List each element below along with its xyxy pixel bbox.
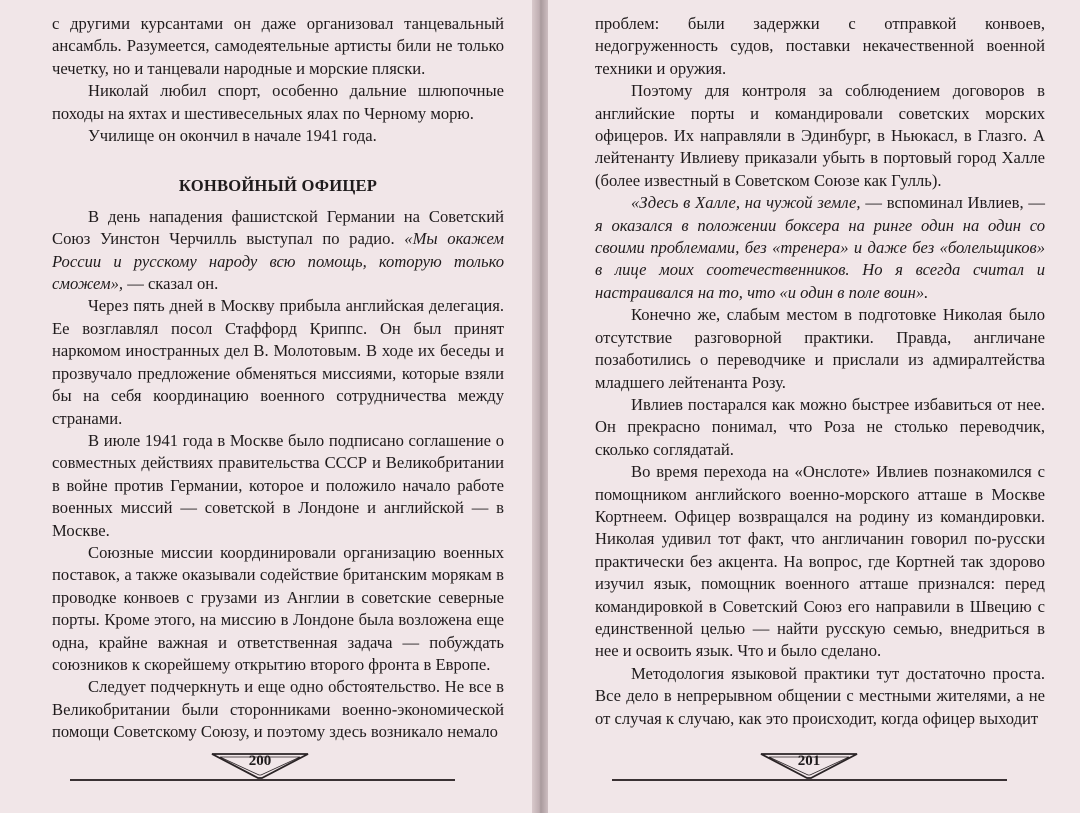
churchill-quote: «Мы окажем России и русскому народу всю помощь, которую только сможем», <box>52 229 504 294</box>
page-number-ornament <box>759 753 859 779</box>
paragraph <box>52 206 504 296</box>
right-page-text <box>595 13 1045 730</box>
paragraph: Методология языковой практики тут достаточно проста. Все дело в непрерывном общении с местными жителями, а не от случая к случаю, как это происходит, когда офицер выходит <box>595 663 1045 728</box>
quote-text: я оказался в положении боксера на ринге один на один со своими проблемами, без «тренера» и даже без «болельщиков» в лице моих соотечественников. Но я всегда считал и настраивался на то, что «и один в поле воин». <box>595 215 1045 302</box>
page-number-ornament <box>210 753 310 779</box>
paragraph: Союзные миссии координировали организацию военных поставок, а также оказывали содействие британским морякам в проводке конвоев с грузами из Англии в советские северные порты. Кроме этого, на миссию в Лондоне была возложена еще одна, крайне важная и ответственная задача — побуждать союзников к скорейшему открытию второго фронта в Европе. <box>52 542 504 674</box>
paragraph: Через пять дней в Москву прибыла английская делегация. Ее возглавлял посол Стаффорд Криппс. Он был принят наркомом иностранных дел В. Молотовым. В ходе их беседы и прозвучало предложение обменяться миссиями, которые взяли бы на себя координацию военного сотрудничества между странами. <box>52 296 504 428</box>
bottom-rule <box>612 779 1007 781</box>
paragraph: Николай любил спорт, особенно дальние шлюпочные походы на яхтах и шестивесельных ялах по Черному морю. <box>52 81 504 123</box>
quote-paragraph <box>595 192 1045 304</box>
paragraph-text: В день нападения фашистской Германии на Советский Союз Уинстон Черчилль выступал по радио. <box>52 206 504 249</box>
right-page <box>548 0 1080 813</box>
left-page <box>0 0 532 813</box>
paragraph: Училище он окончил в начале 1941 года. <box>88 126 377 146</box>
paragraph-text: — сказал он. <box>123 274 219 294</box>
left-page-text <box>52 13 504 744</box>
book-gutter <box>532 0 548 813</box>
quote-attribution: — вспоминал Ивлиев, — <box>860 193 1045 213</box>
paragraph: Во время перехода на «Онслоте» Ивлиев познакомился с помощником английского военно-морского атташе в Москве Кортнеем. Офицер возвращался на родину из командировки. Николая удивил тот факт, что англичанин говорил по-русски практически без акцента. На вопрос, где Кортней так здорово изучил язык, помощник военного атташе признался: перед командировкой в Советский Союз его направили в Швецию с единственной целью — найти русскую семью, внедриться в нее и освоить язык. Что и было сделано. <box>595 462 1045 661</box>
paragraph: с другими курсантами он даже организовал танцевальный ансамбль. Разумеется, самодеятельные артисты били не только чечетку, но и танцевали народные и морские пляски. <box>52 14 504 78</box>
paragraph: В июле 1941 года в Москве было подписано соглашение о совместных действиях правительства СССР и Великобритании в войне против Германии, которое и положило начало работе военных миссий — советской в Лондоне и английской — в Москве. <box>52 430 504 540</box>
paragraph: Следует подчеркнуть и еще одно обстоятельство. Не все в Великобритании были сторонниками военно-экономической помощи Советскому Союзу, и поэтому здесь возникало немало <box>52 677 504 742</box>
page-number: 200 <box>248 753 272 769</box>
section-heading: КОНВОЙНЫЙ ОФИЦЕР <box>178 176 378 196</box>
paragraph: проблем: были задержки с отправкой конвоев, недогруженность судов, поставки некачественной военной техники и оружия. <box>595 14 1045 78</box>
bottom-rule <box>70 779 455 781</box>
quote-text: «Здесь в Халле, на чужой земле, <box>631 193 861 213</box>
paragraph: Поэтому для контроля за соблюдением договоров в английские порты и командировали советских морских офицеров. Их направляли в Эдинбург, в Ньюкасл, в Глазго. А лейтенанту Ивлиеву приказали убыть в портовый город Халле (более известный в Советском Союзе как Гулль). <box>595 81 1045 190</box>
page-number: 201 <box>797 753 821 769</box>
paragraph: Конечно же, слабым местом в подготовке Николая было отсутствие разговорной практики. Правда, англичане позаботились о переводчике и прислали из адмиралтейства младшего лейтенанта Розу. <box>595 305 1045 392</box>
paragraph: Ивлиев постарался как можно быстрее избавиться от нее. Он прекрасно понимал, что Роза не столько переводчик, сколько соглядатай. <box>595 394 1045 459</box>
